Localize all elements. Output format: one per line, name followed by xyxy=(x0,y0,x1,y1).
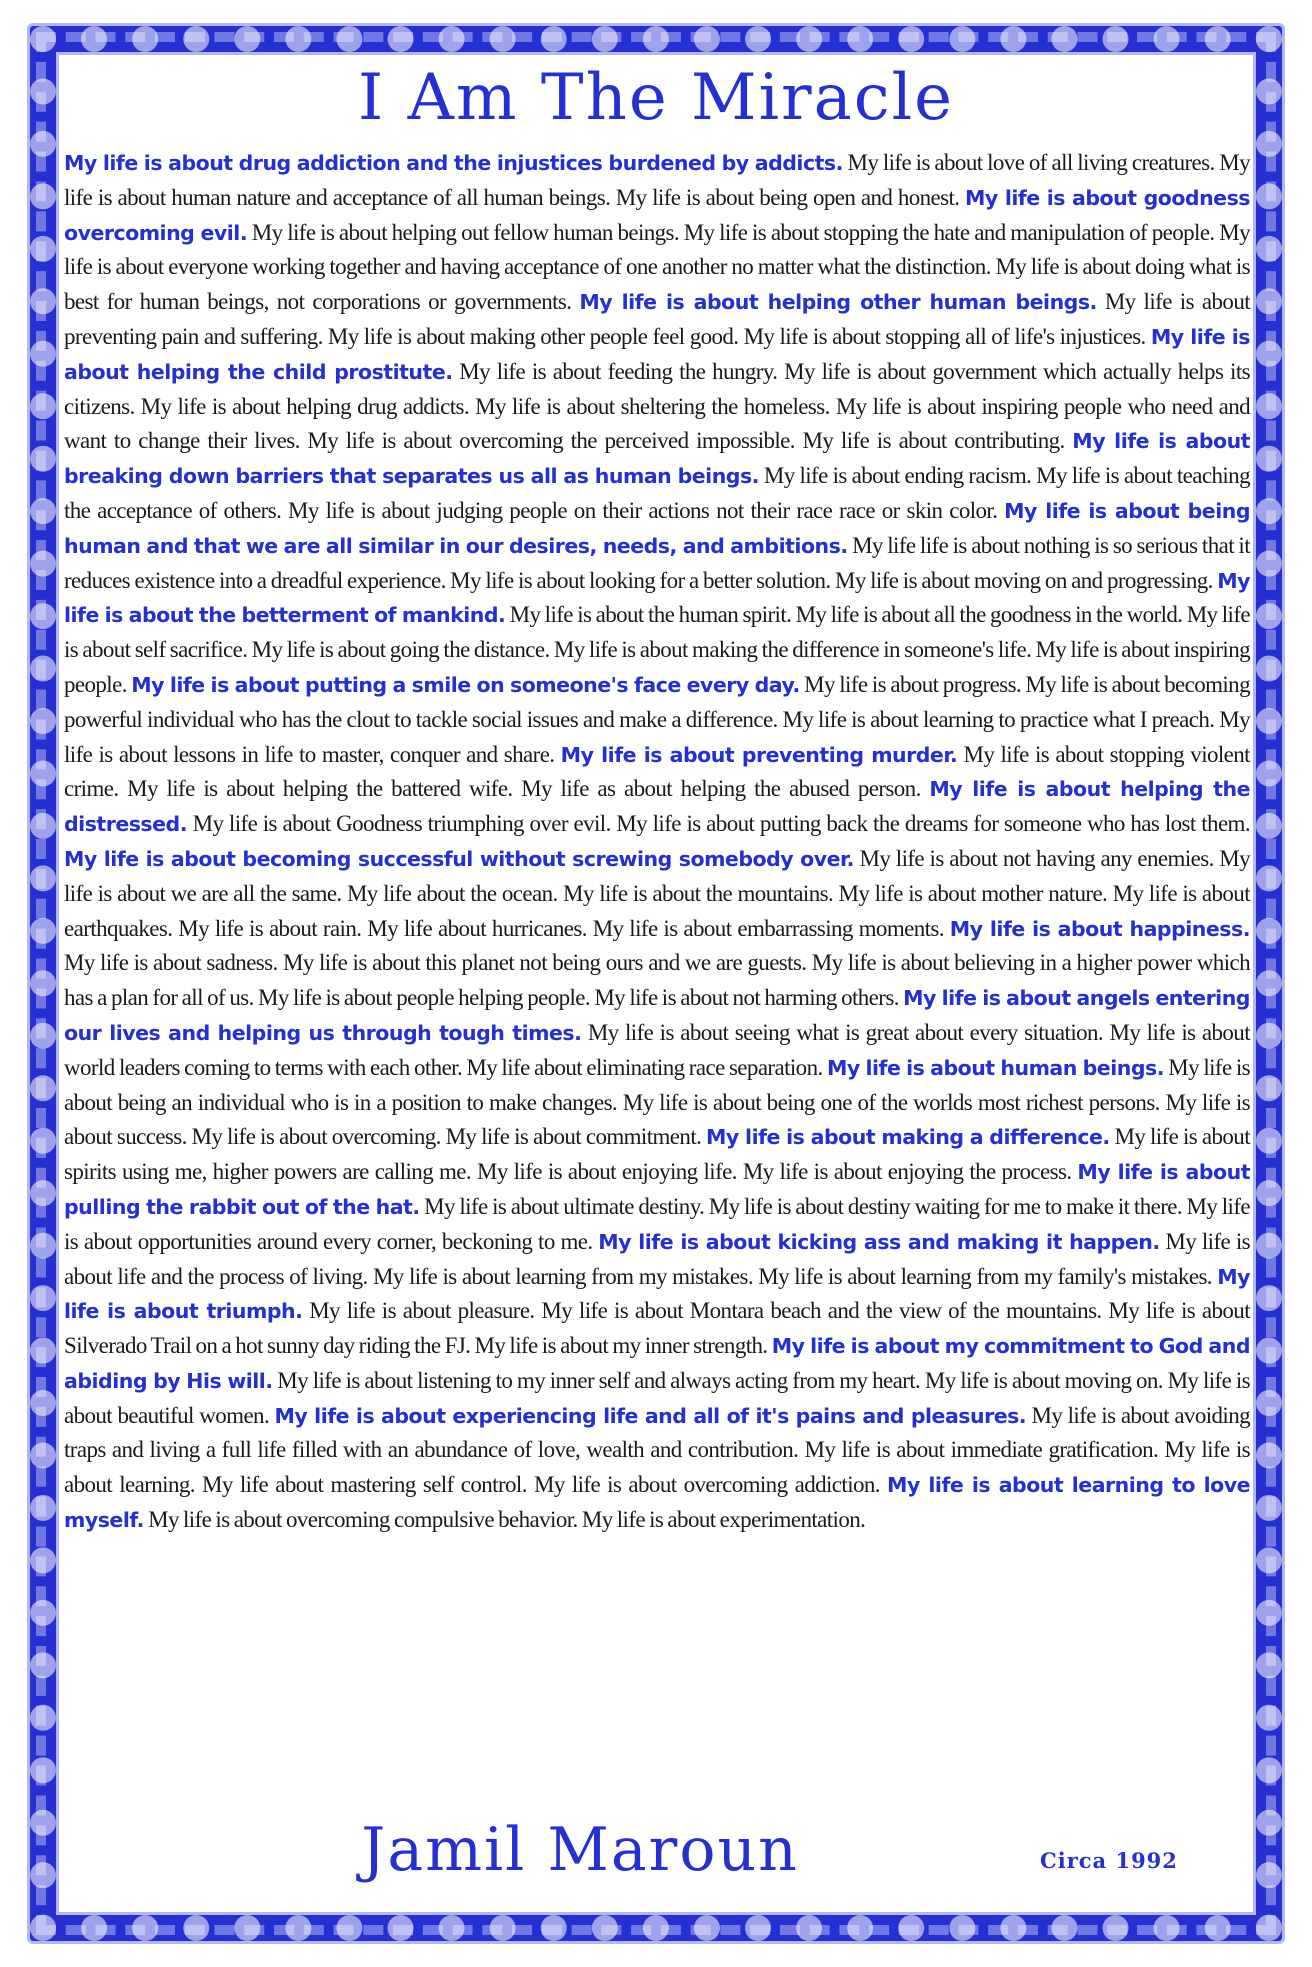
highlighted-statement: My life is about triumph. xyxy=(64,1264,1250,1324)
statement-text: My life is about feeding the hungry. My life is about government which actually helps its citizens. My life is about helping drug addicts. My life is about sheltering the homeless. My life is about inspiring people who need and want to change their lives. My life is about overcoming the perceived impossible. My life is about contributing. xyxy=(64,358,1250,454)
statement-text: My life is about listening to my inner self and always acting from my heart. My life is about moving on. My life is about beautiful women. xyxy=(64,1367,1251,1428)
statement-text: My life is about helping out fellow human beings. My life is about stopping the hate and manipulation of people. My life is about everyone working together and having acceptance of one another no matter what the distinction. My life is about doing what is best for human beings, not corporations or governments. xyxy=(64,219,1250,315)
poster-title: I Am The Miracle xyxy=(358,61,954,135)
statement-text: My life is about overcoming compulsive behavior. My life is about experimentation. xyxy=(148,1507,866,1533)
statement-text: My life is about the human spirit. My life is about all the goodness in the world. My life is about self sacrifice. My life is about going the distance. My life is about making the difference in someone's life. My life is about inspiring people. xyxy=(64,602,1250,697)
highlighted-statement: My life is about happiness. xyxy=(949,916,1250,941)
statement-text: My life is about Goodness triumphing over evil. My life is about putting back the dreams for someone who has lost them. xyxy=(192,811,1250,837)
statement-text: My life is about love of all living creatures. My life is about human nature and acceptance of all human beings. My life is about being open and honest. xyxy=(64,150,1250,210)
statement-text: My life is about avoiding traps and living a full life filled with an abundance of love, wealth and contribution. My life is about immediate gratification. My life is about learning. My life about mastering self control. My life is about overcoming addiction. xyxy=(64,1402,1251,1498)
highlighted-statement: My life is about being human and that we are all similar in our desires, needs, and ambitions. xyxy=(64,498,1250,558)
statement-text: My life is about sadness. My life is about this planet not being ours and we are guests. My life is about believing in a higher power which has a plan for all of us. My life is about people helping people. My life is about not harming others. xyxy=(64,950,1250,1011)
statement-text: My life is about progress. My life is about becoming powerful individual who has the clout to tackle social issues and make a difference. My life is about learning to practice what I preach. My life is about lessons in life to master, conquer and share. xyxy=(64,671,1250,767)
highlighted-statement: My life is about human beings. xyxy=(826,1055,1164,1080)
statement-text: My life is about life and the process of living. My life is about learning from my mistakes. My life is about learning from my family's mistakes. xyxy=(64,1228,1250,1289)
highlighted-statement: My life is about goodness overcoming evil. xyxy=(64,185,1250,245)
statement-text: My life is about not having any enemies. My life is about we are all the same. My life about the ocean. My life is about the mountains. My life is about mother nature. My life is about earthquakes. My life is about rain. My life about hurricanes. My life is about embarrassing moments. xyxy=(64,845,1250,941)
highlighted-statement: My life is about the betterment of mankind. xyxy=(64,568,1250,628)
highlighted-statement: My life is about helping the distressed. xyxy=(64,777,1250,837)
highlighted-statement: My life is about drug addiction and the injustices burdened by addicts. xyxy=(64,151,843,175)
highlighted-statement: My life is about learning to love myself. xyxy=(64,1473,1250,1533)
highlighted-statement: My life is about kicking ass and making it happen. xyxy=(598,1229,1160,1254)
highlighted-statement: My life is about making a difference. xyxy=(706,1125,1110,1150)
highlighted-statement: My life is about helping the child prostitute. xyxy=(64,324,1251,384)
highlighted-statement: My life is about breaking down barriers that separates us all as human beings. xyxy=(64,429,1250,489)
highlighted-statement: My life is about putting a smile on someone's face every day. xyxy=(131,672,800,697)
statement-text: My life is about ultimate destiny. My life is about destiny waiting for me to make it there. My life is about opportunities around every corner, beckoning to me. xyxy=(64,1193,1250,1254)
highlighted-statement: My life is about helping other human beings. xyxy=(579,290,1097,315)
statement-text: My life is about spirits using me, higher powers are calling me. My life is about enjoying life. My life is about enjoying the process. xyxy=(64,1124,1250,1185)
highlighted-statement: My life is about my commitment to God and abiding by His will. xyxy=(64,1334,1250,1393)
highlighted-statement: My life is about angels entering our lives and helping us through tough times. xyxy=(64,986,1250,1045)
author-name: Jamil Maroun xyxy=(361,1815,799,1885)
statement-text: My life is about pleasure. My life is about Montara beach and the view of the mountains. My life is about Silverado Trail on a hot sunny day riding the FJ. My life is about my inner strength. xyxy=(64,1298,1250,1359)
statement-text: My life is about preventing pain and suffering. My life is about making other people feel good. My life is about stopping all of life's injustices. xyxy=(64,289,1251,349)
statement-text: My life life is about nothing is so serious that it reduces existence into a dreadful experience. My life is about looking for a better solution. My life is about moving on and progressing. xyxy=(64,532,1251,593)
statement-text: My life is about seeing what is great about every situation. My life is about world leaders coming to terms with each other. My life about eliminating race separation. xyxy=(64,1019,1251,1080)
highlighted-statement: My life is about becoming successful without screwing somebody over. xyxy=(64,846,854,871)
highlighted-statement: My life is about experiencing life and all of it's pains and pleasures. xyxy=(274,1403,1027,1428)
highlighted-statement: My life is about pulling the rabbit out of the hat. xyxy=(64,1160,1250,1219)
statement-text: My life is about ending racism. My life is about teaching the acceptance of others. My life is about judging people on their actions not their race race or skin color. xyxy=(64,463,1250,523)
statement-text: My life is about stopping violent crime. My life is about helping the battered wife. My life as about helping the abused person. xyxy=(64,741,1250,802)
circa-date: Circa 1992 xyxy=(1040,1848,1178,1873)
manifesto-text xyxy=(64,146,1250,1538)
highlighted-statement: My life is about preventing murder. xyxy=(560,742,958,767)
statement-text: My life is about being an individual who is in a position to make changes. My life is about being one of the worlds most richest persons. My life is about success. My life is about overcoming. My life is about commitment. xyxy=(64,1054,1251,1150)
